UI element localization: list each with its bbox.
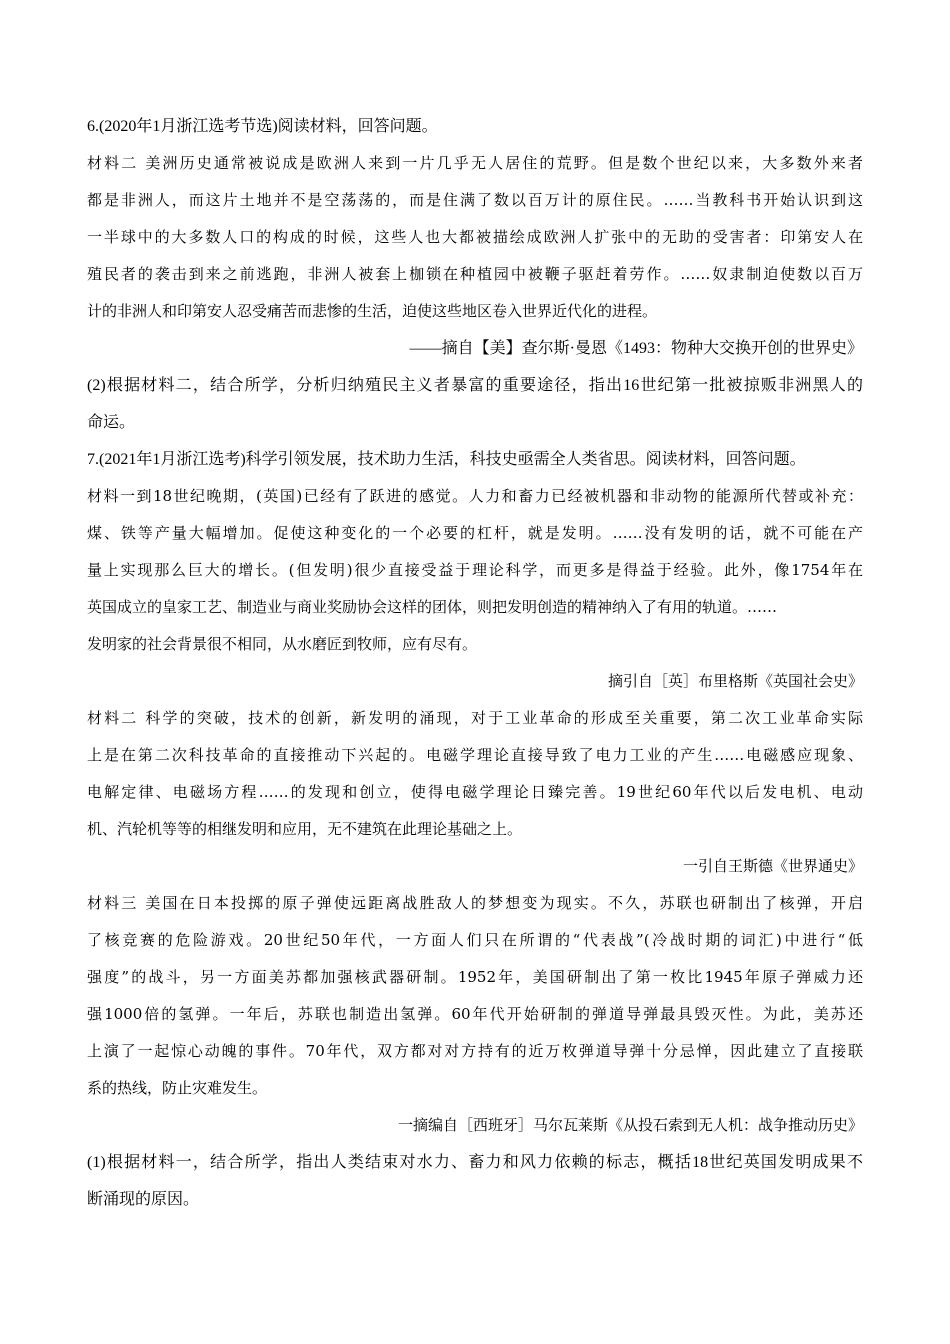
q6-material2-source: ——摘自【美】查尔斯·曼恩《1493：物种大交换开创的世界史》 (409, 340, 863, 357)
q7-material1-source: 摘引自［英］布里格斯《英国社会史》 (607, 672, 863, 690)
q6-material2-line: 一半球中的大多数人口的构成的时候，这些人也大都被描绘成欧洲人扩张中的无助的受害者：印第安人在 (87, 228, 863, 246)
q6-material2-line: 材料二 美洲历史通常被说成是欧洲人来到一片几乎无人居住的荒野。但是数个世纪以来，大多数外来者 (87, 154, 863, 172)
q7-question1-line: 断涌现的原因。 (87, 1191, 200, 1208)
q7-material3-line: 材料三 美国在日本投掷的原子弹使远距离战胜敌人的梦想变为现实。不久，苏联也研制出了核弹，开启 (87, 894, 863, 912)
q7-material3-line: 系的热线，防止灾难发生。 (87, 1079, 268, 1097)
q7-material2-line: 电解定律、电磁场方程……的发现和创立，使得电磁学理论日臻完善。19世纪60年代以后发电机、电动 (87, 783, 863, 801)
q7-material2-line: 上是在第二次科技革命的直接推动下兴起的。电磁学理论直接导致了电力工业的产生……电磁感应现象、 (87, 746, 863, 764)
q6-question2-line: 命运。 (87, 414, 136, 431)
q7-material1-line: 材料一到18世纪晚期，(英国)已经有了跃进的感觉。人力和畜力已经被机器和非动物的能源所代替或补充： (87, 487, 863, 505)
q7-material1-line: 发明家的社会背景很不相同，从水磨匠到牧师，应有尽有。 (87, 635, 478, 653)
q7-material1-line: 英国成立的皇家工艺、制造业与商业奖励协会这样的团体，则把发明创造的精神纳入了有用的轨道。…… (87, 598, 778, 616)
q7-material3-line: 强1000倍的氢弹。一年后，苏联也制造出氢弹。60年代开始研制的弹道导弹最具毁灭性。为此，美苏还 (87, 1005, 863, 1023)
q7-material1-line: 煤、铁等产量大幅增加。促使这种变化的一个必要的杠杆，就是发明。……没有发明的话，就不可能在产 (87, 524, 863, 542)
q7-material3-source: 一摘编自［西班牙］马尔瓦莱斯《从投石索到无人机：战争推动历史》 (397, 1116, 863, 1134)
question-6-title: 6.(2020年1月浙江选考节选)阅读材料，回答问题。 (87, 118, 438, 135)
q7-material3-line: 上演了一起惊心动魄的事件。70年代，双方都对对方持有的近万枚弹道导弹十分忌惮，因此建立了直接联 (87, 1042, 863, 1060)
q6-material2-line: 计的非洲人和印第安人忍受痛苦而悲惨的生活，迫使这些地区卷入世界近代化的进程。 (87, 302, 658, 320)
q7-material2-source: 一引自王斯德《世界通史》 (682, 857, 863, 875)
q6-question2-line: (2)根据材料二，结合所学，分析归纳殖民主义者暴富的重要途径，指出16世纪第一批被掠贩非洲黑人的 (87, 377, 863, 394)
q7-material3-line: 强度”的战斗，另一方面美苏都加强核武器研制。1952年，美国研制出了第一枚比1945年原子弹威力还 (87, 968, 863, 986)
q6-material2-line: 都是非洲人，而这片土地并不是空荡荡的，而是住满了数以百万计的原住民。……当教科书开始认识到这 (87, 191, 863, 209)
q7-material2-line: 材料二 科学的突破，技术的创新，新发明的涌现，对于工业革命的形成至关重要，第二次工业革命实际 (87, 709, 863, 727)
document-page (87, 108, 863, 1218)
question-7-title: 7.(2021年1月浙江选考)科学引领发展，技术助力生活，科技史亟需全人类省思。阅读材料，回答问题。 (87, 451, 806, 468)
q7-material2-line: 机、汽轮机等等的相继发明和应用，无不建筑在此理论基础之上。 (87, 820, 523, 838)
q7-question1-line: (1)根据材料一，结合所学，指出人类结束对水力、畜力和风力依赖的标志，概括18世纪英国发明成果不 (87, 1154, 863, 1171)
q7-material3-line: 了核竞赛的危险游戏。20世纪50年代，一方面人们只在所谓的“代表战”(冷战时期的词汇)中进行“低 (87, 931, 863, 949)
q6-material2-line: 殖民者的袭击到来之前逃跑，非洲人被套上枷锁在种植园中被鞭子驱赶着劳作。……奴隶制迫使数以百万 (87, 265, 863, 283)
q7-material1-line: 量上实现那么巨大的增长。(但发明)很少直接受益于理论科学，而更多是得益于经验。此外，像1754年在 (87, 561, 863, 579)
